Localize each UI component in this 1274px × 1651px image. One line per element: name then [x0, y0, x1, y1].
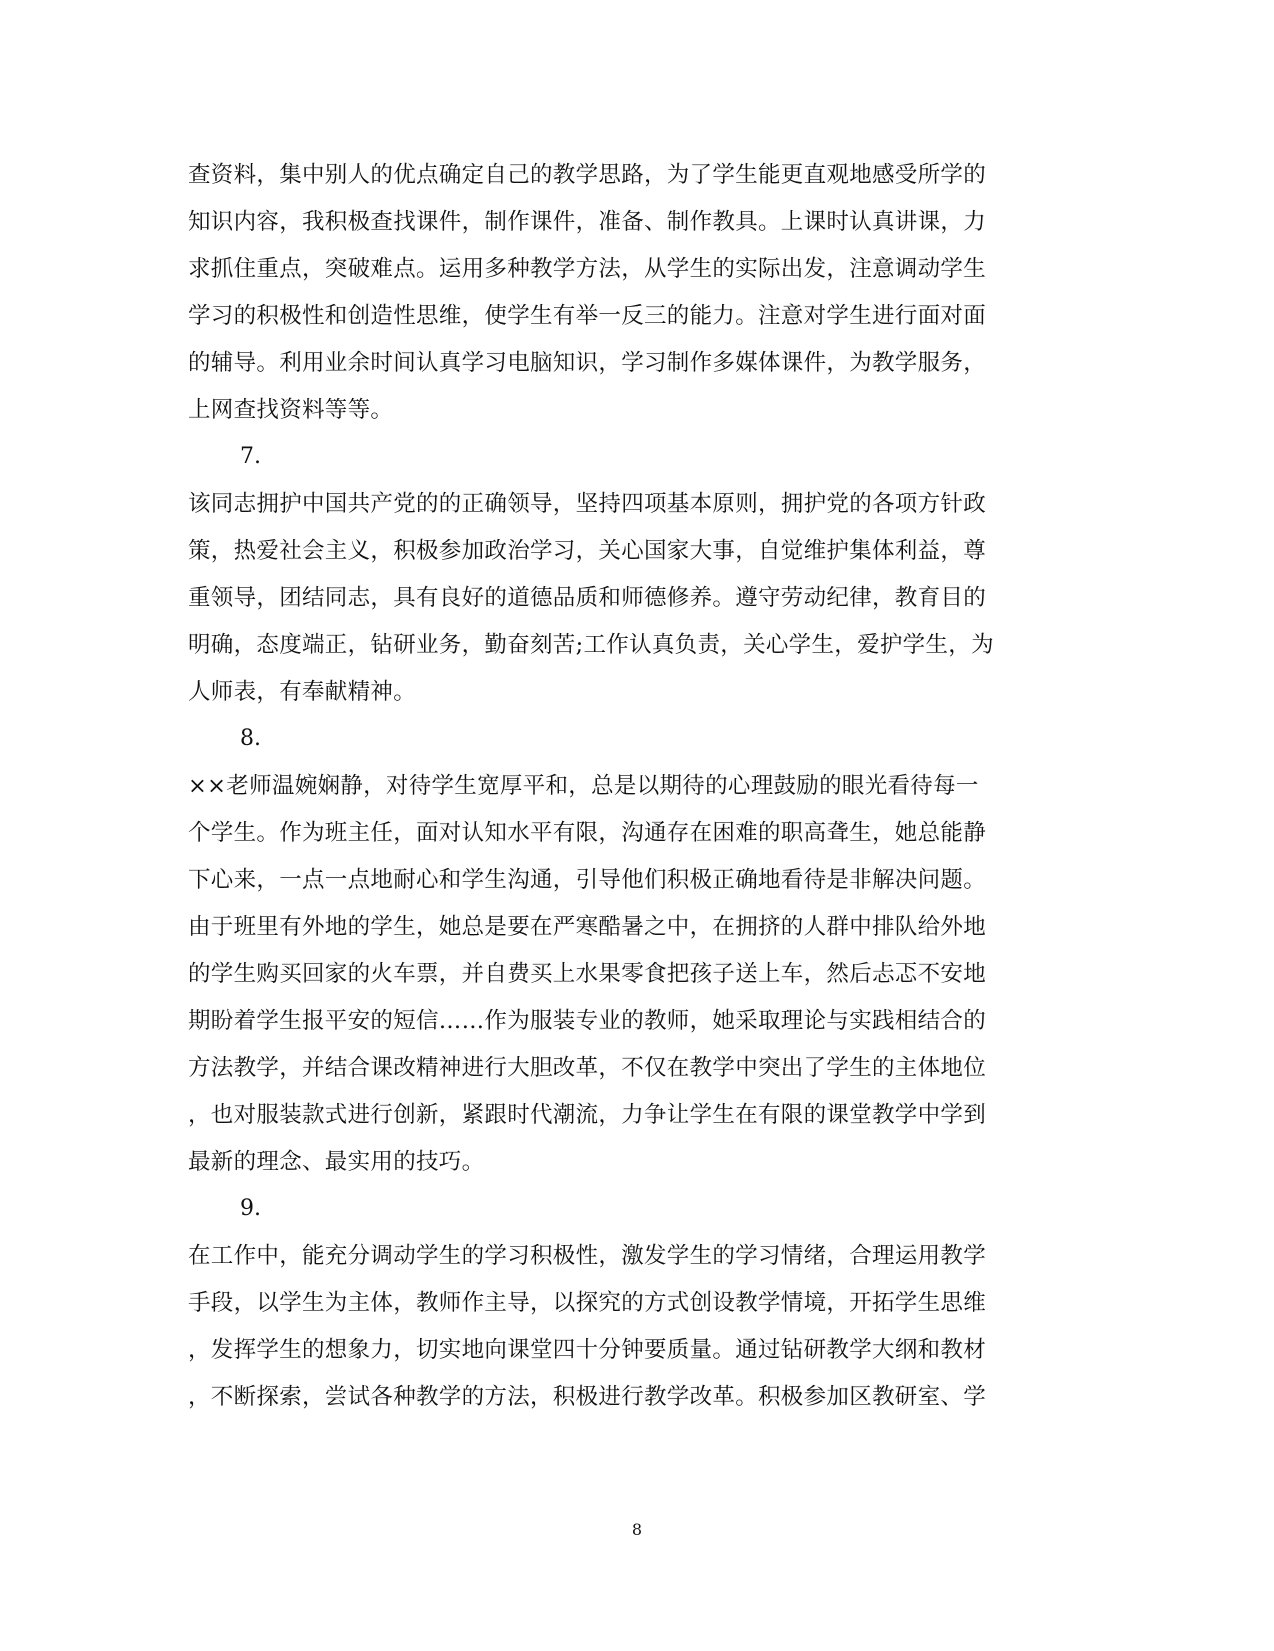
- text-line: 明确，态度端正，钻研业务，勤奋刻苦;工作认真负责，关心学生，爱护学生，为: [188, 632, 994, 658]
- text-line: 知识内容，我积极查找课件，制作课件，准备、制作教具。上课时认真讲课，力: [188, 209, 987, 235]
- text-line: 人师表，有奉献精神。: [188, 679, 417, 705]
- item-number: 8.: [240, 726, 261, 751]
- text-line: ××老师温婉娴静，对待学生宽厚平和，总是以期待的心理鼓励的眼光看待每一: [188, 773, 979, 799]
- text-line: 个学生。作为班主任，面对认知水平有限，沟通存在困难的职高聋生，她总能静: [188, 820, 987, 846]
- text-line: 最新的理念、最实用的技巧。: [188, 1149, 485, 1175]
- text-line: 求抓住重点，突破难点。运用多种教学方法，从学生的实际出发，注意调动学生: [188, 256, 987, 282]
- text-line: ，不断探索，尝试各种教学的方法，积极进行教学改革。积极参加区教研室、学: [188, 1384, 987, 1410]
- page-number: 8: [631, 1520, 643, 1539]
- text-line: 手段，以学生为主体，教师作主导，以探究的方式创设教学情境，开拓学生思维: [188, 1290, 987, 1316]
- text-line: 学习的积极性和创造性思维，使学生有举一反三的能力。注意对学生进行面对面: [188, 303, 987, 329]
- text-line: 由于班里有外地的学生，她总是要在严寒酷暑之中，在拥挤的人群中排队给外地: [188, 914, 987, 940]
- text-line: 期盼着学生报平安的短信……作为服装专业的教师，她采取理论与实践相结合的: [188, 1008, 987, 1034]
- text-line: 的辅导。利用业余时间认真学习电脑知识，学习制作多媒体课件，为教学服务，: [188, 350, 987, 376]
- text-line: 策，热爱社会主义，积极参加政治学习，关心国家大事，自觉维护集体利益，尊: [188, 538, 987, 564]
- item-number: 9.: [240, 1196, 261, 1221]
- text-line: 该同志拥护中国共产党的的正确领导，坚持四项基本原则，拥护党的各项方针政: [188, 491, 987, 517]
- item-number: 7.: [240, 444, 261, 469]
- text-line: 查资料，集中别人的优点确定自己的教学思路，为了学生能更直观地感受所学的: [188, 162, 987, 188]
- text-line: 的学生购买回家的火车票，并自费买上水果零食把孩子送上车，然后忐忑不安地: [188, 961, 987, 987]
- text-line: 方法教学，并结合课改精神进行大胆改革，不仅在教学中突出了学生的主体地位: [188, 1055, 987, 1081]
- text-line: 下心来，一点一点地耐心和学生沟通，引导他们积极正确地看待是非解决问题。: [188, 867, 987, 893]
- text-line: ，也对服装款式进行创新，紧跟时代潮流，力争让学生在有限的课堂教学中学到: [188, 1102, 987, 1128]
- text-line: 重领导，团结同志，具有良好的道德品质和师德修养。遵守劳动纪律，教育目的: [188, 585, 987, 611]
- text-line: 在工作中，能充分调动学生的学习积极性，激发学生的学习情绪，合理运用教学: [188, 1243, 987, 1269]
- text-line: ，发挥学生的想象力，切实地向课堂四十分钟要质量。通过钻研教学大纲和教材: [188, 1337, 987, 1363]
- text-line: 上网查找资料等等。: [188, 397, 394, 423]
